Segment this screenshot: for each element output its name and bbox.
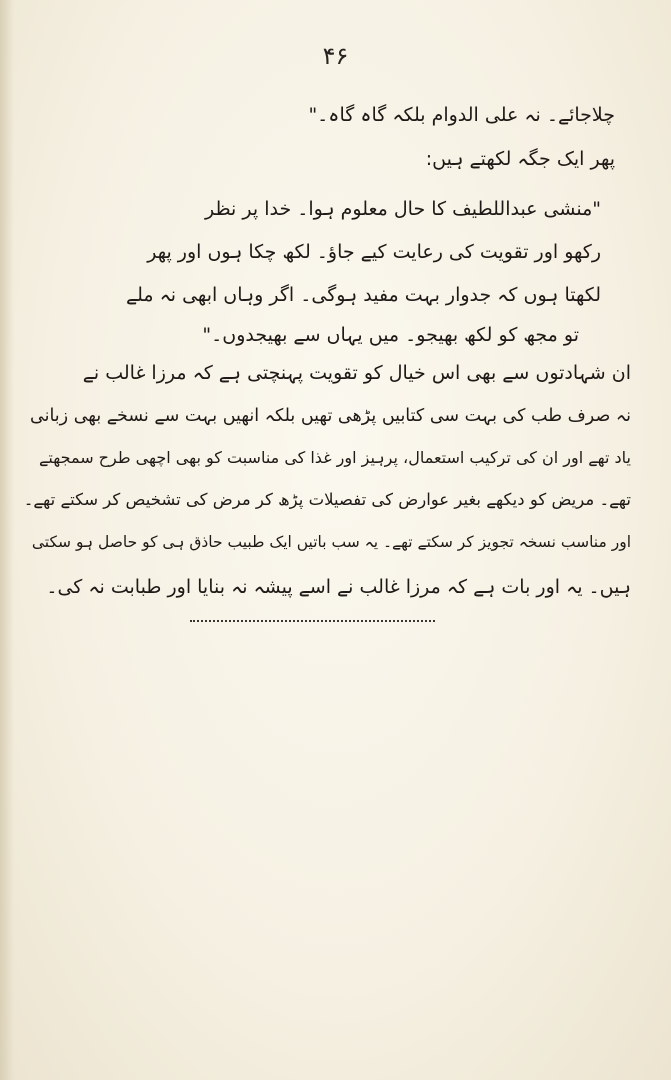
body-line-1: ان شہادتوں سے بھی اس خیال کو تقویت پہنچتی ہے کہ مرزا غالب نے [82, 362, 631, 384]
body-line-3: یاد تھے اور ان کی ترکیب استعمال، پرہیز اور غذا کی مناسبت کو بھی اچھی طرح سمجھتے [39, 448, 631, 467]
quote-line-3: لکھتا ہوں کہ جدوار بہت مفید ہوگی۔ اگر وہاں ابھی نہ ملے [126, 284, 601, 306]
section-divider [190, 620, 435, 622]
page-number: ۴۶ [322, 42, 349, 70]
text-line-1: چلاجائے۔ نہ علی الدوام بلکہ گاہ گاہ۔" [308, 104, 615, 126]
text-line-2: پھر ایک جگہ لکھتے ہیں: [425, 148, 615, 170]
body-line-4: تھے۔ مریض کو دیکھے بغیر عوارض کی تفصیلات پڑھ کر مرض کی تشخیص کر سکتے تھے۔ [23, 490, 631, 509]
quote-line-2: رکھو اور تقویت کی رعایت کیے جاؤ۔ لکھ چکا ہوں اور پھر [147, 241, 601, 263]
quote-line-4: تو مجھ کو لکھ بھیجو۔ میں یہاں سے بھیجدوں۔" [202, 324, 579, 346]
body-line-2: نہ صرف طب کی بہت سی کتابیں پڑھی تھیں بلکہ انھیں بہت سے نسخے بھی زبانی [30, 406, 631, 426]
body-line-5: اور مناسب نسخہ تجویز کر سکتے تھے۔ یہ سب باتیں ایک طبیب حاذق ہی کو حاصل ہو سکتی [31, 533, 631, 551]
quote-line-1: "منشی عبداللطیف کا حال معلوم ہوا۔ خدا پر نظر [204, 198, 601, 220]
body-line-6: ہیں۔ یہ اور بات ہے کہ مرزا غالب نے اسے پیشہ نہ بنایا اور طبابت نہ کی۔ [46, 576, 631, 598]
page-binding-shadow [0, 0, 14, 1080]
